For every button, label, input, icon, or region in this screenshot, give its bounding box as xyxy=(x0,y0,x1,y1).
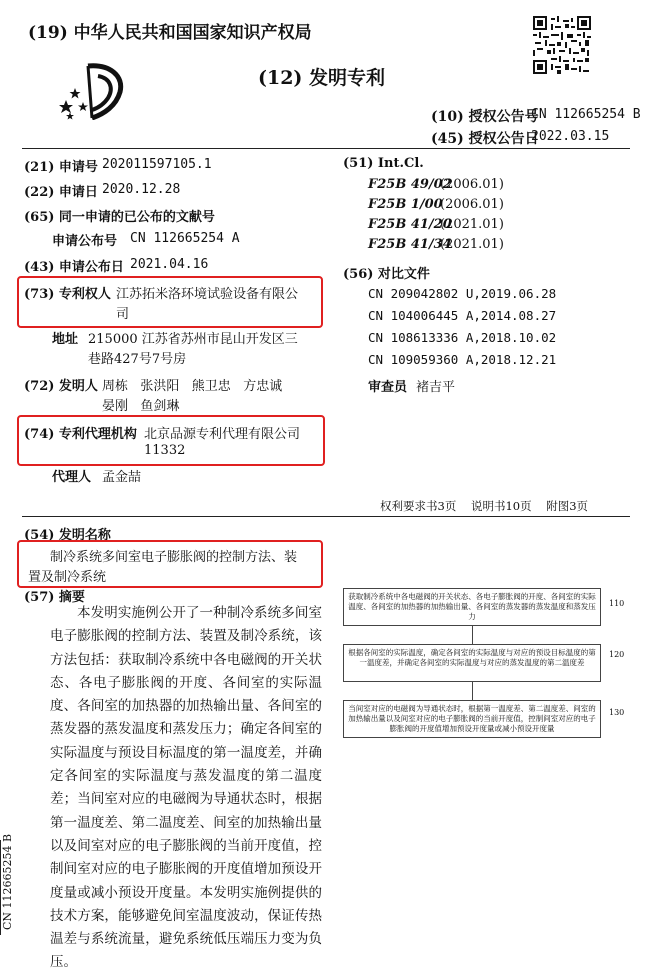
agent-name: 孟金喆 xyxy=(102,470,142,485)
qr-code-icon xyxy=(533,16,591,74)
prior-pub-no-label: 申请公布号 xyxy=(52,234,118,249)
patentee-line2: 司 xyxy=(116,307,130,322)
grant-pub-date-label: (45) 授权公告日 xyxy=(431,131,539,147)
document-type: (12) 发明专利 xyxy=(258,67,386,89)
intcl-code: F25B 41/34 xyxy=(368,237,452,252)
invention-title-line2: 置及制冷系统 xyxy=(28,570,107,585)
grant-pub-no-label: (10) 授权公告号 xyxy=(431,109,539,125)
side-publication-number: CN 112665254 B xyxy=(1,833,14,930)
reference-item: CN 109059360 A,2018.12.21 xyxy=(368,352,557,367)
flow-label-120: 120 xyxy=(609,650,625,659)
cnipa-emblem-icon xyxy=(58,62,128,120)
agency-label: (74) 专利代理机构 xyxy=(24,427,137,442)
address-line1: 215000 江苏省苏州市昆山开发区三 xyxy=(88,332,298,347)
reference-item: CN 108613336 A,2018.10.02 xyxy=(368,330,557,345)
side-rule xyxy=(0,840,1,935)
app-no: 202011597105.1 xyxy=(102,157,212,172)
inventors-line2: 晏刚 鱼剑琳 xyxy=(102,399,180,414)
prior-pub-no: CN 112665254 A xyxy=(130,231,240,246)
pages-divider xyxy=(22,516,630,517)
intcl-version: (2006.01) xyxy=(440,197,504,212)
inventors-line1: 周栋 张洪阳 熊卫忠 方忠诚 xyxy=(102,379,283,394)
intcl-version: (2021.01) xyxy=(440,217,504,232)
abstract-text: 本发明实施例公开了一种制冷系统多间室电子膨胀阀的控制方法、装置及制冷系统，该方法包括：获取制冷系统中各电磁阀的开关状态、各电子膨胀阀的开度、各间室的实际温度、各间室的加热器的加热输出量、各间室的蒸发器的蒸发温度和蒸发压力；确定各间室的实际温度与预设目标温度的第一温度差，并确定各间室的实际温度与蒸发温度的第二温度差；当间室对应的电磁阀为导通状态时，根据第一温度差、第二温度差、间室的加热输出量以及间室对应的电子膨胀阀的当前开度值，控制间室对应的电子膨胀阀的开度值增加预设开度量或减小预设开度量。本发明实施例提供的技术方案，能够避免间室温度波动，保证传热温差与系统流量，避免系统低压端压力变为负压。 xyxy=(50,605,322,971)
office-name: (19) 中华人民共和国国家知识产权局 xyxy=(28,23,312,43)
page-count-line: 权利要求书3页 说明书10页 附图3页 xyxy=(380,499,589,513)
flow-label-130: 130 xyxy=(609,708,625,717)
app-no-label: (21) 申请号 xyxy=(24,160,98,175)
refs-label: (56) 对比文件 xyxy=(343,267,430,282)
reference-item: CN 209042802 U,2019.06.28 xyxy=(368,286,557,301)
examiner-label: 审查员 xyxy=(368,380,408,395)
pub-date-label: (43) 申请公布日 xyxy=(24,260,124,275)
intcl-version: (2006.01) xyxy=(440,177,504,192)
intcl-code: F25B 49/02 xyxy=(368,177,452,192)
address-label: 地址 xyxy=(52,332,79,347)
flow-arrow xyxy=(472,626,473,644)
agency-line1: 北京品源专利代理有限公司 xyxy=(144,427,301,442)
app-date: 2020.12.28 xyxy=(102,182,181,197)
flow-step-130: 当间室对应的电磁阀为导通状态时，根据第一温度差、第二温度差、间室的加热输出量以及间室对应的电子膨胀阀的当前开度值，控制间室对应的电子膨胀阀的开度值增加预设开度量或减小预设开度量 xyxy=(343,700,601,738)
prior-pub-label: (65) 同一申请的已公布的文献号 xyxy=(24,210,215,225)
examiner-name: 褚吉平 xyxy=(416,380,456,395)
pub-date: 2021.04.16 xyxy=(130,257,209,272)
grant-pub-no: CN 112665254 B xyxy=(531,107,641,122)
address-line2: 巷路427号7号房 xyxy=(88,352,187,367)
intcl-code: F25B 1/00 xyxy=(368,197,443,212)
intcl-code: F25B 41/20 xyxy=(368,217,452,232)
app-date-label: (22) 申请日 xyxy=(24,185,98,200)
intcl-label: (51) Int.Cl. xyxy=(343,156,424,171)
flow-arrow xyxy=(472,682,473,700)
patentee-label: (73) 专利权人 xyxy=(24,287,111,302)
patentee-line1: 江苏拓米洛环境试验设备有限公 xyxy=(116,287,299,302)
header-divider xyxy=(22,148,630,149)
intcl-version: (2021.01) xyxy=(440,237,504,252)
inventors-label: (72) 发明人 xyxy=(24,379,98,394)
flow-label-110: 110 xyxy=(609,599,625,608)
agency-line2: 11332 xyxy=(144,443,186,458)
flow-step-110: 获取制冷系统中各电磁阀的开关状态、各电子膨胀阀的开度、各间室的实际温度、各间室的加热器的加热输出量、各间室的蒸发器的蒸发温度和蒸发压力 xyxy=(343,588,601,626)
agent-label: 代理人 xyxy=(52,470,92,485)
grant-pub-date: 2022.03.15 xyxy=(531,129,610,144)
flow-step-120: 根据各间室的实际温度，确定各间室的实际温度与对应的预设目标温度的第一温度差，并确定各间室的实际温度与对应的蒸发温度的第二温度差 xyxy=(343,644,601,682)
reference-item: CN 104006445 A,2014.08.27 xyxy=(368,308,557,323)
title-label: (54) 发明名称 xyxy=(24,528,111,543)
invention-title-line1: 制冷系统多间室电子膨胀阀的控制方法、装 xyxy=(50,550,298,565)
abstract-label: (57) 摘要 xyxy=(24,590,85,605)
